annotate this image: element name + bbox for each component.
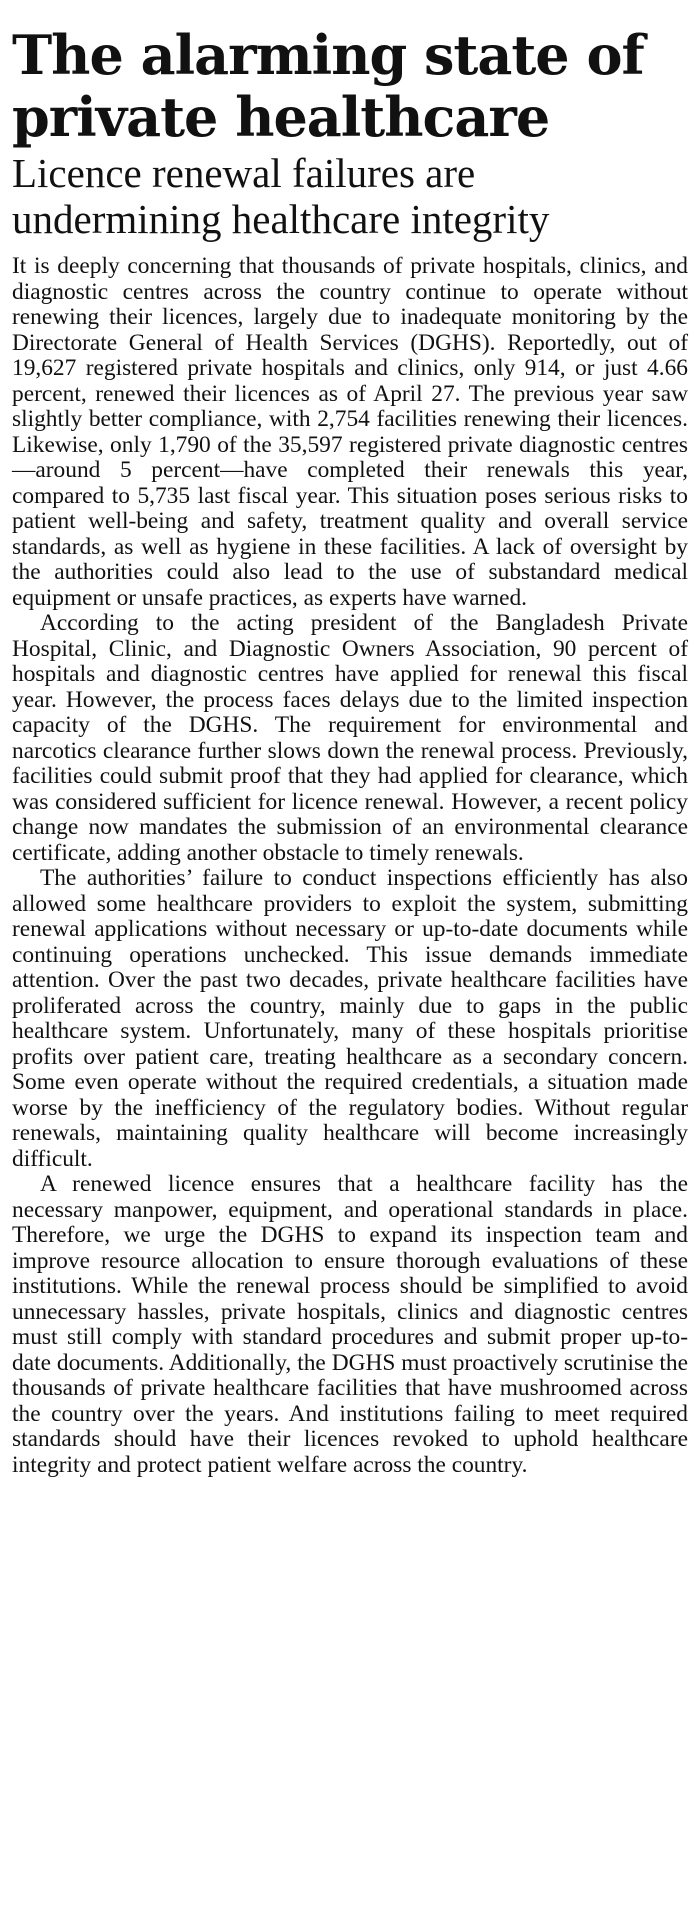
paragraph-3: The authorities’ failure to conduct inspections efficiently has also allowed some healthcare providers to exploit the system, submitting renewal applications without necessary or up-to-date documents while continuing operations unchecked. This issue demands immediate attention. Over the past two decades, private healthcare facilities have proliferated across the country, mainly due to gaps in the public healthcare system. Unfortunately, many of these hospitals prioritise profits over patient care, treating healthcare as a secondary concern. Some even operate without the required credentials, a situation made worse by the inefficiency of the regulatory bodies. Without regular renewals, maintaining quality healthcare will become increasingly difficult. — [12, 865, 688, 1172]
paragraph-4: A renewed licence ensures that a healthcare facility has the necessary manpower, equipment, and operational standards in place. Therefore, we urge the DGHS to expand its inspection team and improve resource allocation to ensure thorough evaluations of these institutions. While the renewal process should be simplified to avoid unnecessary hassles, private hospitals, clinics and diagnostic centres must still comply with standard procedures and submit proper up-to-date documents. Additionally, the DGHS must proactively scrutinise the thousands of private healthcare facilities that have mushroomed across the country over the years. And institutions failing to meet required standards should have their licences revoked to uphold healthcare integrity and protect patient welfare across the country. — [12, 1171, 688, 1478]
subheadline: Licence renewal failures are undermining healthcare integrity — [12, 150, 550, 242]
article-body — [12, 254, 688, 1478]
paragraph-1: It is deeply concerning that thousands of private hospitals, clinics, and diagnostic centres across the country continue to operate without renewing their licences, largely due to inadequate monitoring by the Directorate General of Health Services (DGHS). Reportedly, out of 19,627 registered private hospitals and clinics, only 914, or just 4.66 percent, renewed their licences as of April 27. The previous year saw slightly better compliance, with 2,754 facilities renewing their licences. Likewise, only 1,790 of the 35,597 registered private diagnostic centres—around 5 percent—have completed their renewals this year, compared to 5,735 last fiscal year. This situation poses serious risks to patient well-being and safety, treatment quality and overall service standards, as well as hygiene in these facilities. A lack of oversight by the authorities could also lead to the use of substandard medical equipment or unsafe practices, as experts have warned. — [12, 253, 688, 611]
paragraph-2: According to the acting president of the Bangladesh Private Hospital, Clinic, and Diagnostic Owners Association, 90 percent of hospitals and diagnostic centres have applied for renewal this fiscal year. However, the process faces delays due to the limited inspection capacity of the DGHS. The requirement for environmental and narcotics clearance further slows down the renewal process. Previously, facilities could submit proof that they had applied for clearance, which was considered sufficient for licence renewal. However, a recent policy change now mandates the submission of an environmental clearance certificate, adding another obstacle to timely renewals. — [12, 610, 688, 866]
headline: The alarming state of private healthcare — [12, 23, 644, 149]
